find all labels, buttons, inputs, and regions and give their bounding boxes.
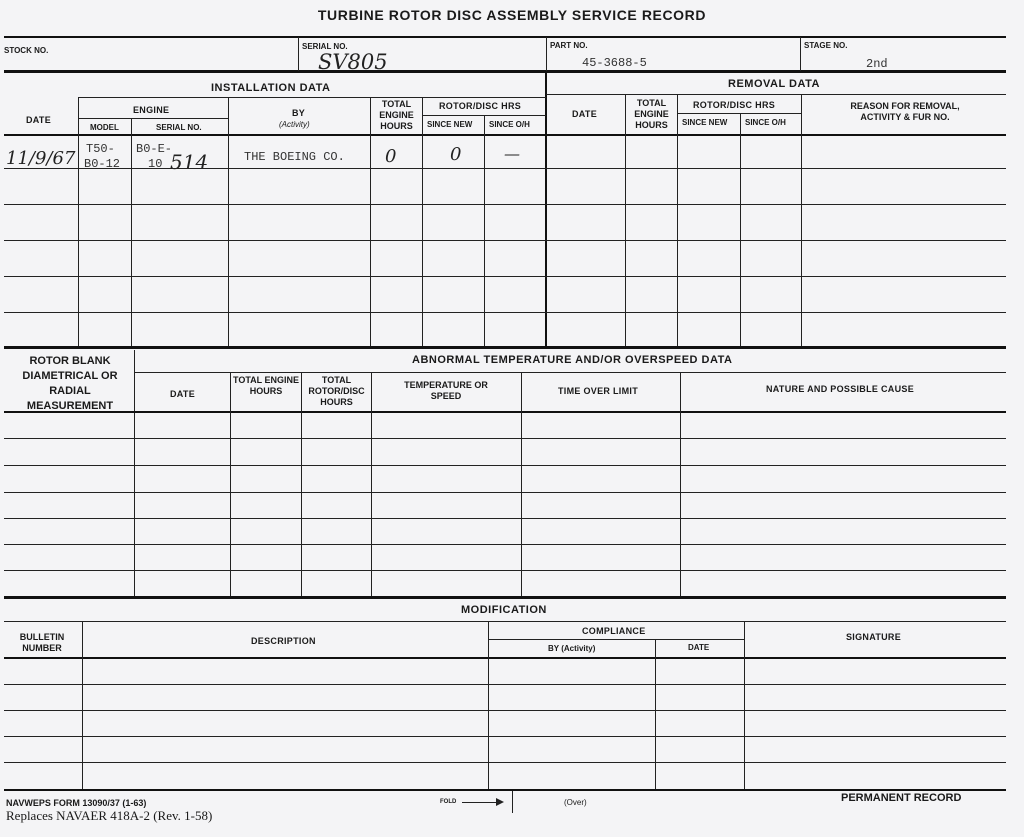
install-since-new-label: SINCE NEW xyxy=(427,120,473,129)
nature-label: NATURE AND POSSIBLE CAUSE xyxy=(766,384,915,394)
install-since-oh-value[interactable]: — xyxy=(504,144,520,163)
row-rule xyxy=(4,570,1006,571)
removal-date-label: DATE xyxy=(572,109,598,119)
form-number: NAVWEPS FORM 13090/37 (1-63) xyxy=(6,798,147,808)
install-by-value[interactable]: THE BOEING CO. xyxy=(244,150,345,164)
installation-removal-divider xyxy=(545,72,547,347)
abnormal-total-engine-hours-label: TOTAL ENGINE HOURS xyxy=(232,375,299,396)
col-line xyxy=(488,622,489,790)
modification-title: MODIFICATION xyxy=(461,604,547,616)
col-line xyxy=(680,373,681,596)
removal-since-new-label: SINCE NEW xyxy=(682,118,728,127)
col-line xyxy=(82,622,83,790)
row-rule xyxy=(4,276,1006,277)
row-rule xyxy=(4,762,1006,763)
serial-no-label: SERIAL NO. xyxy=(302,42,348,51)
installation-bottom-rule xyxy=(4,346,1006,349)
row-rule xyxy=(4,438,1006,439)
header-divider xyxy=(298,37,299,71)
col-line xyxy=(78,98,79,348)
row-rule xyxy=(4,492,1006,493)
part-no-label: PART NO. xyxy=(550,41,588,50)
row-rule xyxy=(4,204,1006,205)
col-line xyxy=(228,98,229,348)
removal-rotor-disc-hrs-label: ROTOR/DISC HRS xyxy=(693,100,776,110)
row-rule xyxy=(4,240,1006,241)
col-line xyxy=(625,95,626,347)
engine-serial-line1[interactable]: B0-E- xyxy=(136,142,173,156)
removal-rotor-subrule xyxy=(677,113,801,114)
compliance-date-label: DATE xyxy=(688,643,710,652)
compliance-label: COMPLIANCE xyxy=(582,626,646,636)
abnormal-bottom-rule xyxy=(4,596,1006,599)
engine-serial-label: SERIAL NO. xyxy=(156,123,202,132)
removal-total-engine-hours-label: TOTAL ENGINE HOURS xyxy=(634,98,669,130)
row-rule xyxy=(4,518,1006,519)
install-header-rule xyxy=(4,134,1006,136)
model-label: MODEL xyxy=(90,123,119,132)
col-line xyxy=(371,373,372,596)
by-label: BY xyxy=(292,108,306,118)
fold-arrowhead-icon xyxy=(496,798,504,806)
modification-header-rule xyxy=(4,657,1006,659)
col-line xyxy=(422,98,423,348)
install-date-label: DATE xyxy=(26,115,52,125)
col-line xyxy=(655,639,656,790)
form-title: TURBINE ROTOR DISC ASSEMBLY SERVICE RECORD xyxy=(317,7,707,23)
signature-label: SIGNATURE xyxy=(846,632,902,642)
part-no-value[interactable]: 45-3688-5 xyxy=(582,56,647,70)
installation-title-rule xyxy=(78,97,546,98)
serial-no-value[interactable]: SV805 xyxy=(318,50,388,74)
abnormal-title-rule xyxy=(134,372,1006,373)
row-rule xyxy=(4,544,1006,545)
compliance-by-label: BY (Activity) xyxy=(548,644,596,653)
col-line xyxy=(134,350,135,596)
rotor-blank-label: ROTOR BLANK DIAMETRICAL OR RADIAL MEASUREMENT xyxy=(22,355,118,412)
install-since-oh-label: SINCE O/H xyxy=(489,120,530,129)
install-rotor-disc-hrs-label: ROTOR/DISC HRS xyxy=(439,101,522,111)
removal-since-oh-label: SINCE O/H xyxy=(745,118,786,127)
install-date-value[interactable]: 11/9/67 xyxy=(6,148,76,169)
col-line xyxy=(484,115,485,348)
row-rule xyxy=(4,684,1006,685)
install-since-new-value[interactable]: 0 xyxy=(450,144,462,165)
col-line xyxy=(230,373,231,596)
removal-title-rule xyxy=(546,94,1006,95)
over-label: (Over) xyxy=(564,798,587,807)
row-rule xyxy=(4,312,1006,313)
abnormal-title: ABNORMAL TEMPERATURE AND/OR OVERSPEED DATA xyxy=(412,354,733,366)
compliance-subrule xyxy=(489,639,744,640)
modification-bottom-rule xyxy=(4,789,1006,791)
modification-title-rule xyxy=(4,621,1006,622)
col-line xyxy=(677,95,678,347)
bulletin-number-label: BULLETIN NUMBER xyxy=(19,632,65,653)
col-line xyxy=(370,98,371,348)
header-divider xyxy=(800,37,801,71)
permanent-record-label: PERMANENT RECORD xyxy=(841,792,962,804)
reason-for-removal-label: REASON FOR REMOVAL, ACTIVITY & FUR NO. xyxy=(850,101,960,122)
abnormal-total-rotor-disc-hours-label: TOTAL ROTOR/DISC HOURS xyxy=(308,375,365,407)
col-line xyxy=(131,118,132,348)
engine-label: ENGINE xyxy=(133,105,170,115)
temperature-label: TEMPERATURE OR SPEED xyxy=(404,380,488,401)
row-rule xyxy=(4,736,1006,737)
fold-arrow-icon xyxy=(462,802,498,803)
stock-no-label: STOCK NO. xyxy=(4,46,49,55)
by-activity-label: (Activity) xyxy=(279,120,310,129)
stage-no-label: STAGE NO. xyxy=(804,41,848,50)
row-rule xyxy=(4,465,1006,466)
install-total-engine-hours-label: TOTAL ENGINE HOURS xyxy=(379,99,414,131)
abnormal-date-label: DATE xyxy=(170,389,196,399)
removal-title: REMOVAL DATA xyxy=(728,78,820,90)
stage-no-value[interactable]: 2nd xyxy=(866,57,888,71)
col-line xyxy=(301,373,302,596)
installation-title: INSTALLATION DATA xyxy=(211,82,331,94)
replaces-note: Replaces NAVAER 418A-2 (Rev. 1-58) xyxy=(6,808,213,823)
fold-label: FOLD xyxy=(440,799,457,805)
description-label: DESCRIPTION xyxy=(251,636,316,646)
engine-model-line2[interactable]: B0-12 xyxy=(84,157,121,171)
engine-model-line1[interactable]: T50- xyxy=(86,142,115,156)
col-line xyxy=(521,373,522,596)
engine-serial-handwritten[interactable]: 514 xyxy=(170,150,209,174)
engine-subrule xyxy=(78,118,228,119)
header-divider xyxy=(546,37,547,71)
header-top-rule xyxy=(4,36,1006,38)
col-line xyxy=(801,95,802,347)
fold-line xyxy=(512,791,513,813)
engine-serial-line2[interactable]: 10 xyxy=(148,157,163,171)
time-over-limit-label: TIME OVER LIMIT xyxy=(558,386,638,396)
row-rule xyxy=(4,710,1006,711)
col-line xyxy=(744,622,745,790)
header-bottom-rule xyxy=(4,70,1006,73)
install-total-engine-hours-value[interactable]: 0 xyxy=(385,146,397,167)
abnormal-header-rule xyxy=(4,411,1006,413)
